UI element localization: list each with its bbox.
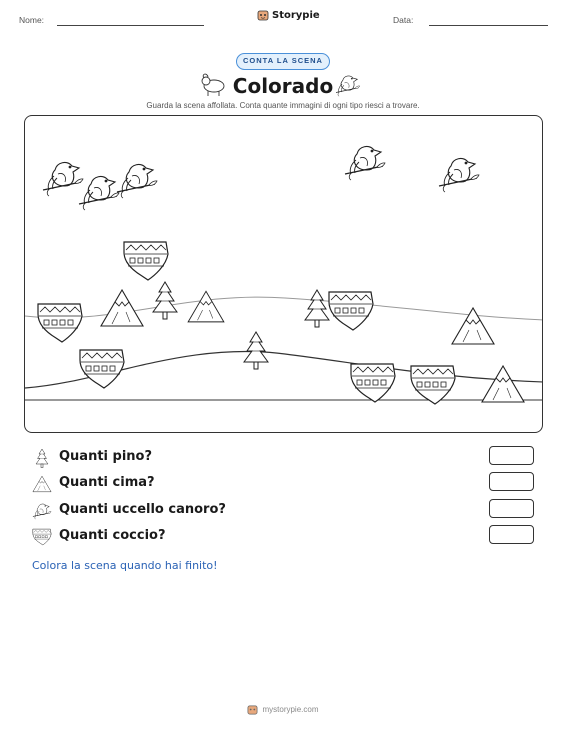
footer-url[interactable]: mystorypie.com [262, 705, 319, 714]
pine-tree [244, 332, 268, 369]
footer [0, 704, 566, 715]
songbird-decor-icon [336, 72, 364, 98]
mountain-peak-icon [32, 474, 52, 494]
songbird [117, 165, 157, 198]
question-row [32, 472, 536, 496]
activity-badge: CONTA LA SCENA [236, 53, 330, 70]
pottery-shard [38, 304, 82, 342]
date-line[interactable] [429, 25, 548, 26]
question-row [32, 446, 536, 470]
name-label: Nome: [19, 15, 45, 25]
answer-box-pine[interactable] [489, 446, 534, 465]
pine-tree-icon [32, 448, 52, 468]
pine-tree [305, 290, 329, 327]
mountain-peak [101, 290, 143, 326]
question-row [32, 525, 536, 549]
answer-box-peak[interactable] [489, 472, 534, 491]
pottery-shard [80, 350, 124, 388]
pottery-shard-icon [32, 527, 52, 547]
pine-tree [153, 282, 177, 319]
brand-name: Storypie [272, 9, 320, 21]
pottery-shard [411, 366, 455, 404]
songbird [79, 177, 119, 210]
instructions: Guarda la scena affollata. Conta quante immagini di ogni tipo riesci a trovare. [146, 101, 420, 110]
songbird [439, 159, 479, 192]
songbird-icon [32, 501, 52, 521]
scene-illustration [25, 116, 543, 433]
question-label: Quanti pino? [59, 449, 153, 464]
pottery-shard [329, 292, 373, 330]
songbird [43, 163, 83, 196]
question-label: Quanti uccello canoro? [59, 502, 226, 517]
brand-logo [257, 9, 320, 21]
date-label: Data: [393, 15, 414, 25]
page-title: Colorado [232, 74, 334, 98]
counting-scene [24, 115, 543, 433]
storypie-footer-icon [247, 704, 258, 715]
storypie-logo-icon [257, 9, 269, 21]
question-row [32, 499, 536, 523]
question-label: Quanti coccio? [59, 528, 166, 543]
mountain-peak [188, 291, 224, 322]
question-label: Quanti cima? [59, 475, 155, 490]
answer-box-songbird[interactable] [489, 499, 534, 518]
answer-box-shard[interactable] [489, 525, 534, 544]
songbird [345, 147, 385, 180]
pottery-shard [351, 364, 395, 402]
pottery-shard [124, 242, 168, 280]
name-line[interactable] [57, 25, 204, 26]
coloring-note: Colora la scena quando hai finito! [32, 559, 218, 572]
mountain-peak [482, 366, 524, 402]
